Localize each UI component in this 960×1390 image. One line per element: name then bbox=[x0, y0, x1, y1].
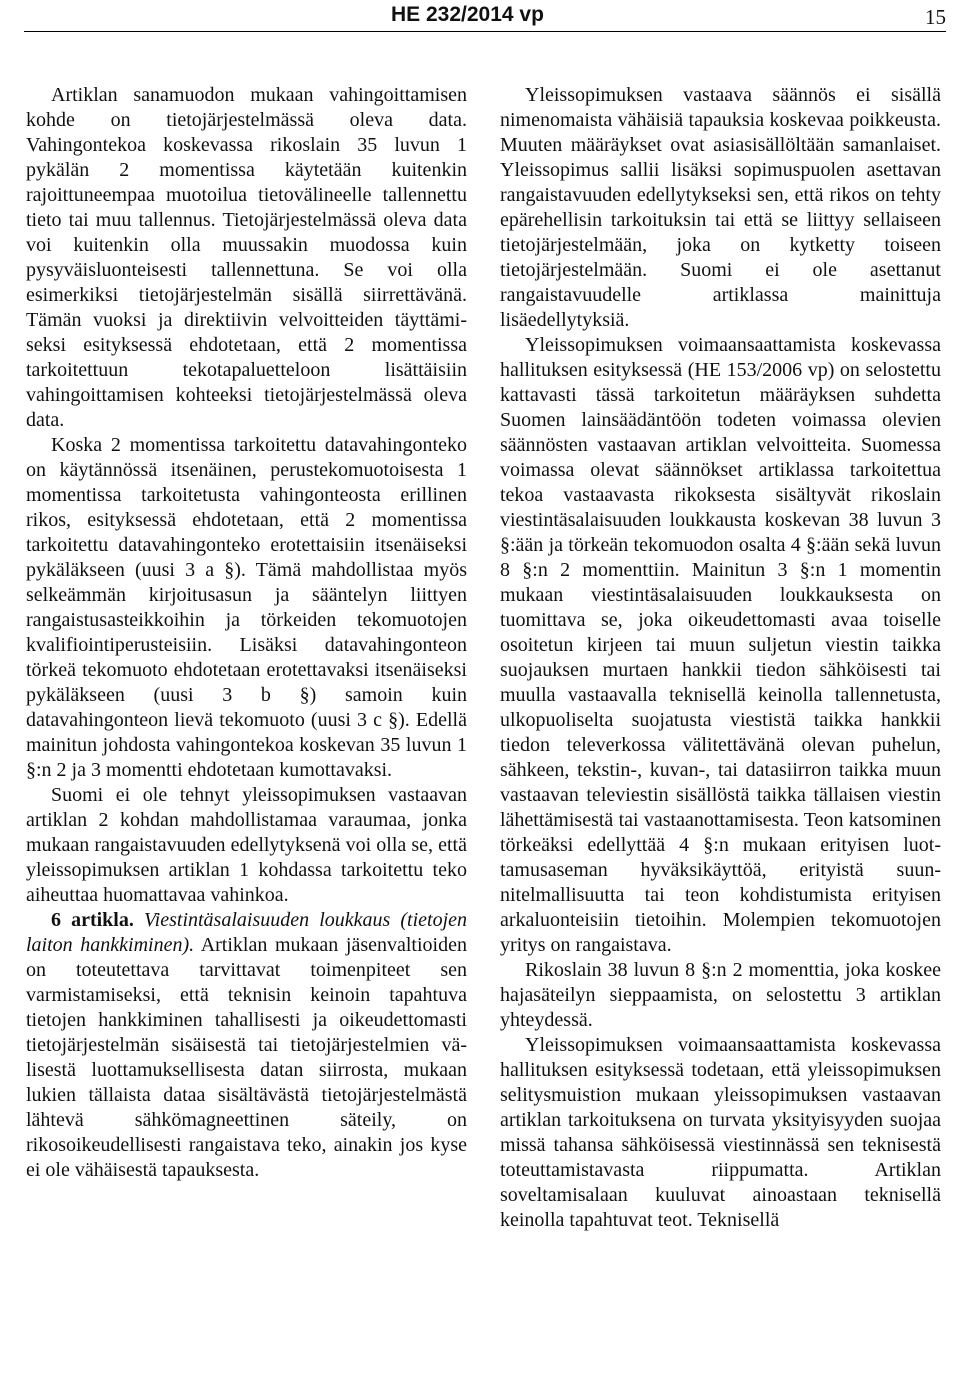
paragraph: Koska 2 momentissa tarkoitettu datavahingonteko on käytännössä itsenäinen, perustekomuotoisesta 1 momentissa tarkoitetusta vahingonteosta erillinen rikos, esityksessä ehdotetaan, että 2 momentissa tarkoitettu datavahingonteko erotettaisiin itsenäiseksi pykäläkseen (uusi 3 a §). Tämä mahdollistaa myös selkeämmän kirjoitusasun ja sääntelyn liittyen rangaistusasteikkoihin ja törkeiden tekomuotojen kvalifiointiperusteisiin. Lisäksi datavahingonteon törkeä tekomuoto ehdotetaan erotettavaksi itsenäiseksi pykäläkseen (uusi 3 b §) samoin kuin datavahingonteon lievä tekomuoto (uusi 3 c §). Edellä mainitun johdosta vahingontekoa koskevan 35 luvun 1 §:n 2 ja 3 momentti ehdotetaan kumottavaksi. bbox=[26, 434, 467, 781]
paragraph: Yleissopimuksen voimaansaattamista koskevassa hallituksen esityksessä (HE 153/2006 vp) on selostettu kattavasti tässä tarkoitetun määräyksen suhdetta Suomen lainsäädäntöön todeten voimassa olevien säännösten vastaavan artiklan velvoitteita. Suomessa voimassa olevat säännökset artiklassa tarkoitettua tekoa vastaavasta rikoksesta sisältyvät rikoslain viestintäsalaisuuden loukkausta koskevan 38 luvun 3 §:ään ja törkeän tekomuodon osalta 4 §:ään sekä luvun 8 §:n 2 momenttiin. Mainitun 3 §:n 1 momentin mukaan viestintäsalaisuuden loukkauksesta on tuomittava se, joka oikeudettomasti avaa toiselle osoitetun kirjeen tai muun suljetun viestin taikka suojauksen murtaen hankkii tiedon sähköisesti tai muulla vastaavalla teknisellä keinolla tallennetusta, ulkopuoliselta suojatusta viestistä taikka hankkii tiedon televerkossa välitettävänä olevan puhelun, sähkeen, tekstin-, kuvan-, tai datasiirron taikka muun vastaavan televiestin sisällöstä taikka tällaisen viestin lähettämisestä tai vastaanottamisesta. Teon katsominen törkeäksi edellyttää 4 §:n mukaan erityisen luottamusaseman hyväksikäyttöä, erityistä suunnitelmallisuutta tai teon kohdistumista erityisen arkaluonteisiin tietoihin. Molempien tekomuotojen yritys on rangaistava. bbox=[500, 334, 941, 956]
right-column bbox=[500, 83, 941, 1233]
paragraph: Yleissopimuksen vastaava säännös ei sisällä nimenomaista vähäisiä tapauksia koskevaa poikkeusta. Muuten määräykset ovat asiasisällöltään samanlaiset. Yleissopimus sallii lisäksi sopimuspuolen asettavan rangaistavuuden edellytykseksi sen, että rikos on tehty epärehellisin tarkoituksin tai että se liittyy sellaiseen tietojärjestelmään, joka on kytketty toiseen tietojärjestelmään. Suomi ei ole asettanut rangaistavuudelle artiklassa mainittuja lisäedellytyksiä. bbox=[500, 84, 941, 331]
article-subtitle: Viestintäsalaisuuden loukkaus (tietojen laiton hankkiminen). bbox=[26, 909, 467, 956]
paragraph: Rikoslain 38 luvun 8 §:n 2 momenttia, joka koskee hajasäteilyn sieppaamista, on selostettu 3 artiklan yhteydessä. bbox=[500, 959, 941, 1031]
paragraph: Suomi ei ole tehnyt yleissopimuksen vastaavan artiklan 2 kohdan mahdollistamaa varaumaa, jonka mukaan rangaistavuuden edellytyksenä voi olla se, että yleissopimuksen artiklan 1 kohdassa tarkoitettu teko aiheuttaa huomattavaa vahinkoa. bbox=[26, 784, 467, 906]
paragraph: Yleissopimuksen voimaansaattamista koskevassa hallituksen esityksessä todetaan, että yleissopimuksen selitysmuistion mukaan yleissopimuksen vastaavan artiklan tarkoituksena on turvata yksityisyyden suojaa missä tahansa sähköisessä viestinnässä sen teknisestä toteuttamistavasta riippumatta. Artiklan soveltamisalaan kuuluvat ainoastaan teknisellä keinolla tapahtuvat teot. Teknisellä bbox=[500, 1034, 941, 1231]
document-title: HE 232/2014 vp bbox=[391, 3, 544, 26]
page-number: 15 bbox=[925, 5, 946, 29]
paragraph-text: Vahingontekoa koskevassa rikoslain 35 luvun 1 pykälän 2 momentissa käytetään kuitenkin rajoittuneempaa muotoilua tietovälineelle tallennettu tieto tai muu tallennus. bbox=[26, 134, 467, 231]
article-paragraph bbox=[26, 908, 467, 1183]
paragraph-text: Artiklan mukaan jäsenvaltioiden on toteutettava tarvittavat toimenpiteet sen varmistamiseksi, että teknisin keinoin tapahtuva tietojen hankkiminen tahallisesti ja oikeudettomasti tietojärjestelmän sisäisestä tai tietojärjestelmien välisestä luottamuksellisesta datan siirrosta, mukaan lukien tällaista dataa sisältävästä tietojärjestelmästä lähtevä sähkömagneettinen säteily, on rikosoikeudellisesti rangaistava teko, ainakin jos kyse ei ole vähäisestä tapauksesta. bbox=[26, 934, 467, 1181]
page-header bbox=[0, 0, 960, 30]
left-column bbox=[26, 83, 467, 1183]
paragraph bbox=[26, 83, 467, 433]
article-heading: 6 artikla. bbox=[51, 909, 134, 931]
header-rule bbox=[24, 31, 946, 32]
paragraph-text: Tietojärjestelmässä oleva data voi kuitenkin olla muussakin muodossa kuin pysyväisluonteisesti tallennettuna. Se voi olla esimerkiksi tietojärjestelmän sisällä siirrettävänä. Tämän vuoksi ja direktiivin velvoitteiden täyttämiseksi esityksessä ehdotetaan, että 2 momentissa tarkoitettuun tekotapaluetteloon lisättäisiin vahingoittamisen kohteeksi tietojärjestelmässä oleva data. bbox=[26, 209, 467, 431]
paragraph-text: Artiklan sanamuodon mukaan vahingoittamisen kohde on tietojärjestelmässä oleva data. bbox=[26, 84, 467, 131]
